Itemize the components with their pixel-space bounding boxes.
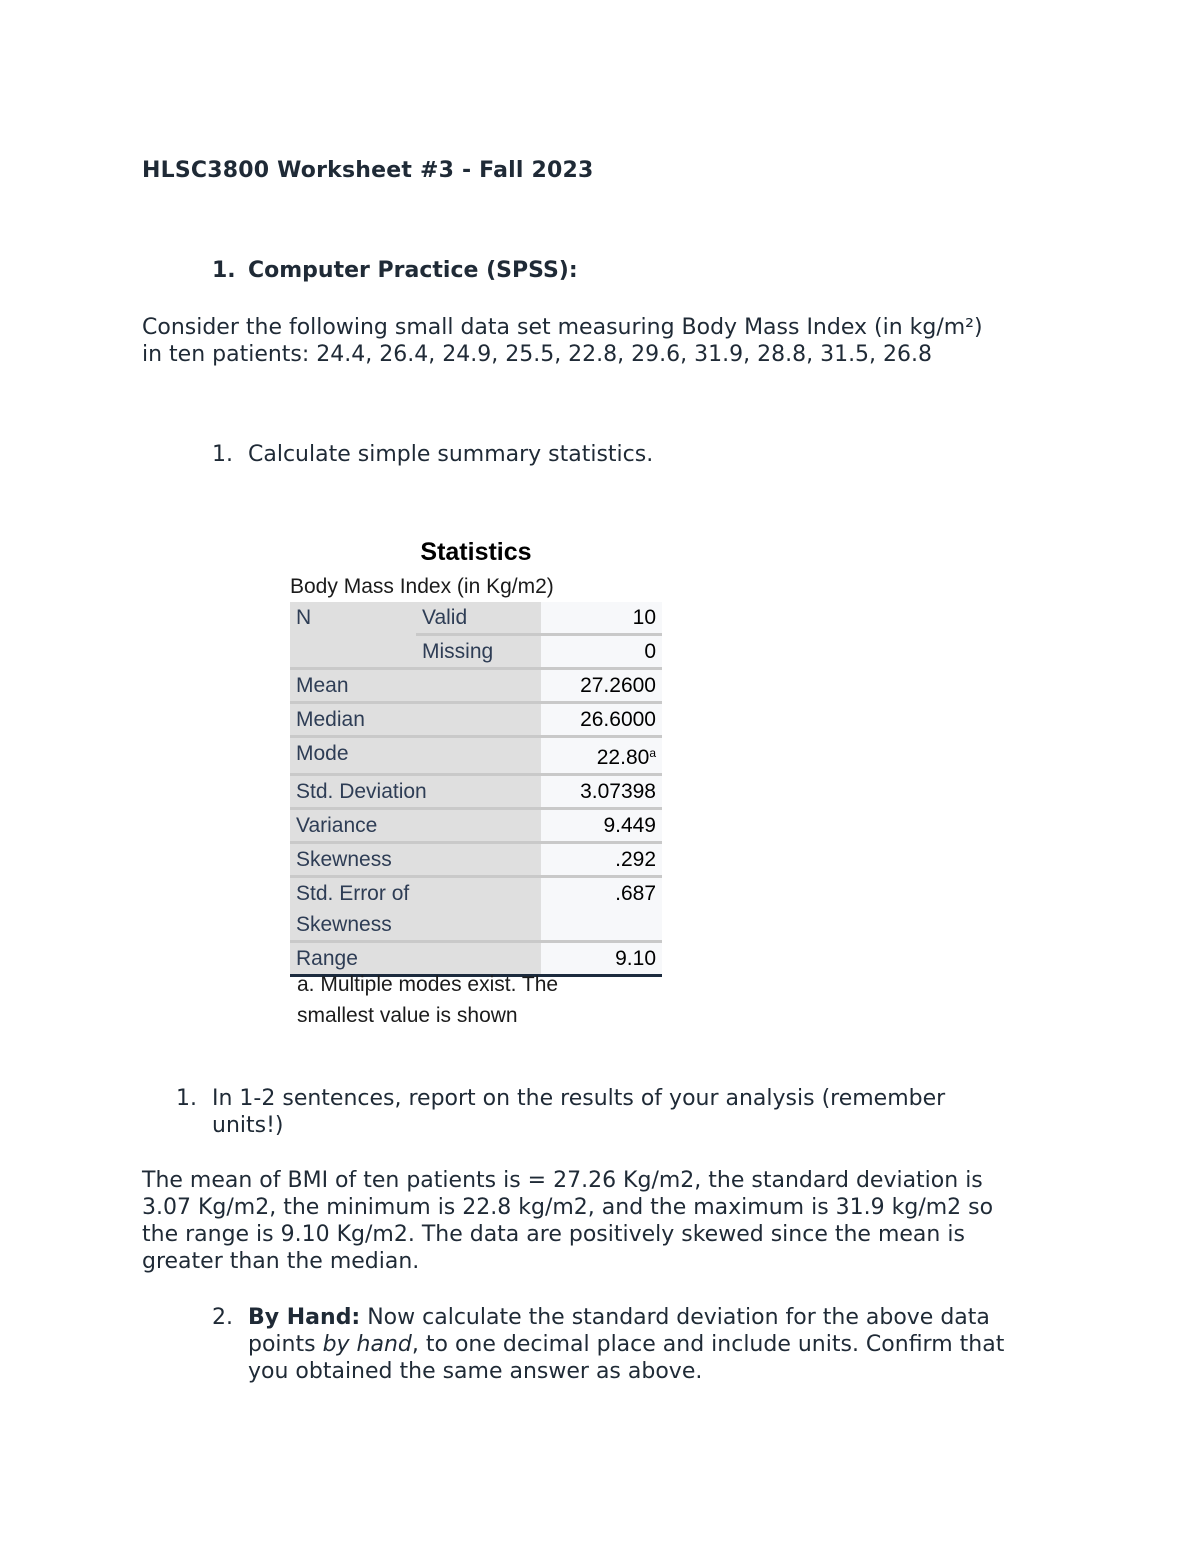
page-title: HLSC3800 Worksheet #3 - Fall 2023 xyxy=(142,158,594,183)
list-item-line xyxy=(248,1304,1004,1331)
list-number: 1. xyxy=(212,258,236,283)
list-item-line xyxy=(248,1331,1004,1358)
table-row xyxy=(290,877,662,942)
footnote-line: a. Multiple modes exist. The xyxy=(297,973,559,996)
list-number: 1. xyxy=(212,442,233,467)
row-value: 9.10 xyxy=(541,942,662,976)
list-item-hand xyxy=(212,1304,1004,1385)
statistics-table xyxy=(290,602,662,977)
list-number: 1. xyxy=(176,1086,197,1111)
valid-label: Valid xyxy=(416,602,541,635)
row-label-line: Std. Error of xyxy=(296,882,410,905)
list-item-calc xyxy=(212,441,653,468)
valid-value: 10 xyxy=(541,602,662,635)
row-value: .687 xyxy=(541,877,662,942)
section-heading-text: Computer Practice (SPSS): xyxy=(248,258,578,283)
section-heading xyxy=(212,258,578,283)
statistics-subtitle: Body Mass Index (in Kg/m2) xyxy=(290,575,554,598)
list-item-line-text: points xyxy=(248,1332,323,1357)
by-hand-emphasis: by hand xyxy=(322,1332,412,1357)
row-label: Mode xyxy=(290,737,541,775)
row-value: 27.2600 xyxy=(541,669,662,703)
mode-value: 22.80 xyxy=(596,746,650,769)
n-label: N xyxy=(290,602,416,669)
list-item-text xyxy=(248,1304,1004,1385)
list-item-text xyxy=(212,1085,945,1139)
row-value: 9.449 xyxy=(541,809,662,843)
row-value: 26.6000 xyxy=(541,703,662,737)
list-item-line: you obtained the same answer as above. xyxy=(248,1359,703,1384)
answer-line: the range is 9.10 Kg/m2. The data are positively skewed since the mean is xyxy=(142,1222,965,1247)
table-footnote xyxy=(297,969,657,1031)
row-label: Variance xyxy=(290,809,541,843)
footnote-marker: a xyxy=(649,746,656,760)
missing-value: 0 xyxy=(541,635,662,669)
statistics-title: Statistics xyxy=(420,538,532,566)
list-item-text: Calculate simple summary statistics. xyxy=(248,442,654,467)
table-row xyxy=(290,703,662,737)
table-row xyxy=(290,809,662,843)
table-row xyxy=(290,669,662,703)
intro-line: Consider the following small data set measuring Body Mass Index (in kg/m²) xyxy=(142,315,983,340)
by-hand-label: By Hand: xyxy=(248,1305,361,1330)
answer-line: The mean of BMI of ten patients is = 27.26 Kg/m2, the standard deviation is xyxy=(142,1168,983,1193)
row-value xyxy=(541,737,662,775)
row-label: Mean xyxy=(290,669,541,703)
list-item-line: In 1-2 sentences, report on the results of your analysis (remember xyxy=(212,1086,946,1111)
row-value: 3.07398 xyxy=(541,775,662,809)
intro-paragraph xyxy=(142,314,1082,368)
row-label: Skewness xyxy=(290,843,541,877)
list-item-line-text: Now calculate the standard deviation for the above data xyxy=(360,1305,990,1330)
row-label: Std. Deviation xyxy=(290,775,541,809)
row-value: .292 xyxy=(541,843,662,877)
answer-paragraph xyxy=(142,1167,1082,1275)
answer-line: greater than the median. xyxy=(142,1249,420,1274)
list-item-line-text: , to one decimal place and include units. Confirm that xyxy=(411,1332,1005,1357)
row-label: Median xyxy=(290,703,541,737)
row-label: Range xyxy=(290,942,541,976)
answer-line: 3.07 Kg/m2, the minimum is 22.8 kg/m2, and the maximum is 31.9 kg/m2 so xyxy=(142,1195,994,1220)
table-row xyxy=(290,602,662,635)
footnote-line: smallest value is shown xyxy=(297,1004,518,1027)
row-label-line: Skewness xyxy=(296,913,392,936)
table-row xyxy=(290,775,662,809)
table-row xyxy=(290,737,662,775)
list-number: 2. xyxy=(212,1305,233,1330)
list-item-line: units!) xyxy=(212,1113,284,1138)
list-item-report xyxy=(176,1085,945,1139)
table-row xyxy=(290,843,662,877)
intro-line: in ten patients: 24.4, 26.4, 24.9, 25.5, 22.8, 29.6, 31.9, 28.8, 31.5, 26.8 xyxy=(142,342,933,367)
row-label xyxy=(290,877,541,942)
missing-label: Missing xyxy=(416,635,541,669)
